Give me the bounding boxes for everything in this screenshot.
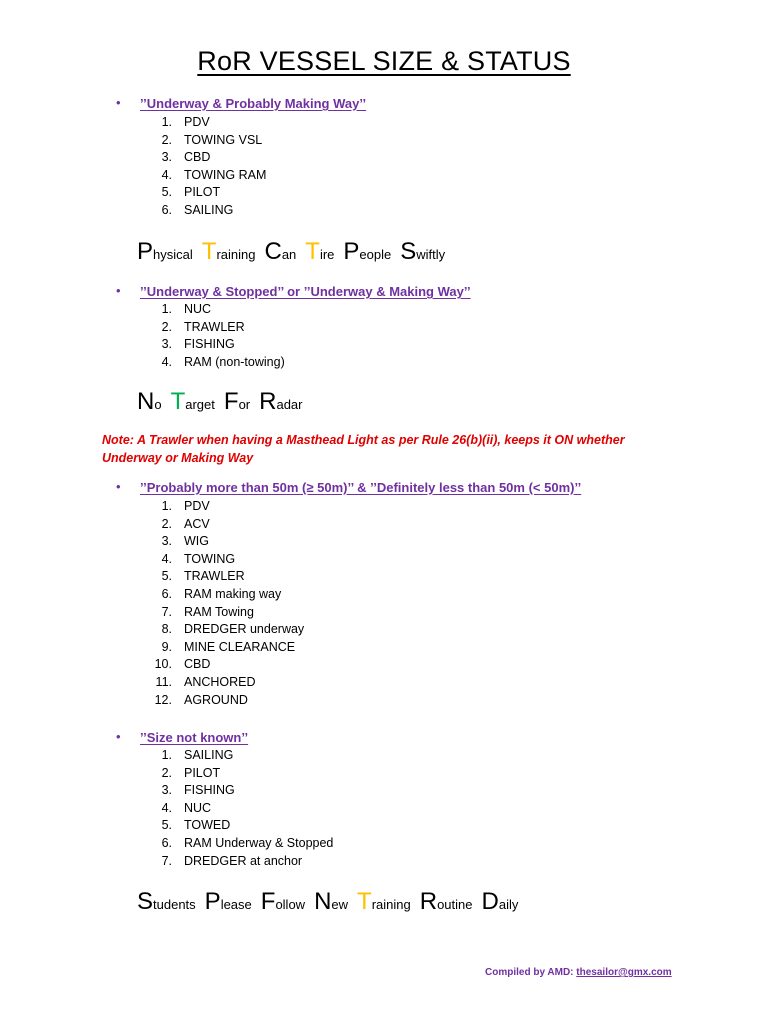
section-heading: ’’Underway & Stopped’’ or ’’Underway & Making Way’’ xyxy=(140,284,471,299)
list-item-text: RAM Underway & Stopped xyxy=(184,835,334,850)
bullet-icon: • xyxy=(116,479,121,494)
list-item-text: TRAWLER xyxy=(184,569,245,584)
list-item-text: CBD xyxy=(184,657,211,672)
list-item-number: 1. xyxy=(161,499,172,513)
mnemonic-initial: T xyxy=(201,238,217,265)
list-item-text: DREDGER underway xyxy=(184,622,305,637)
mnemonic-2 xyxy=(137,390,312,414)
mnemonic-word xyxy=(481,888,519,915)
list-item-text: TOWING VSL xyxy=(184,132,263,147)
mnemonic-rest: adar xyxy=(276,397,303,412)
mnemonic-initial: F xyxy=(223,388,239,415)
list-item-number: 3. xyxy=(161,337,172,352)
list-item-number: 5. xyxy=(161,185,172,200)
mnemonic-word xyxy=(137,238,193,265)
mnemonic-initial: D xyxy=(481,888,499,915)
list-item-number: 2. xyxy=(161,765,172,780)
mnemonic-initial: S xyxy=(137,888,154,915)
list-item-text: FISHING xyxy=(184,783,235,798)
list-item-number: 6. xyxy=(161,586,172,601)
list-item-number: 7. xyxy=(161,853,172,868)
mnemonic-rest: an xyxy=(281,247,297,262)
mnemonic-rest: arget xyxy=(185,397,215,412)
list-item-text: PDV xyxy=(184,499,210,513)
list-item-number: 6. xyxy=(161,202,172,217)
list-item-number: 5. xyxy=(161,569,172,584)
list-item-text: SAILING xyxy=(184,748,234,762)
page-title-text: RoR VESSEL SIZE & STATUS xyxy=(197,46,571,76)
list-item-number: 2. xyxy=(161,319,172,334)
mnemonic-word xyxy=(204,888,252,915)
list-item-number: 1. xyxy=(161,115,172,129)
mnemonic-word xyxy=(314,888,349,915)
list-item-text: WIG xyxy=(184,534,209,549)
section-heading: ’’Underway & Probably Making Way’’ xyxy=(140,96,367,111)
mnemonic-rest: eople xyxy=(359,247,392,262)
list-item-text: RAM making way xyxy=(184,586,282,601)
mnemonic-word xyxy=(137,388,162,415)
list-item-number: 2. xyxy=(161,132,172,147)
mnemonic-initial: T xyxy=(170,388,186,415)
mnemonic-initial: N xyxy=(314,888,332,915)
mnemonic-word xyxy=(170,388,215,415)
list-item-number: 10. xyxy=(154,657,172,672)
list-item-text: SAILING xyxy=(184,202,234,217)
list-item-number: 9. xyxy=(161,639,172,654)
list-item-number: 8. xyxy=(161,622,172,637)
section-heading: ’’Size not known’’ xyxy=(140,730,249,745)
mnemonic-word xyxy=(223,388,251,415)
mnemonic-rest: o xyxy=(154,397,162,412)
list-item-number: 12. xyxy=(154,692,172,707)
mnemonic-initial: C xyxy=(264,238,282,265)
list-item-text: PILOT xyxy=(184,765,221,780)
list-item-number: 1. xyxy=(161,748,172,762)
list-item-text: CBD xyxy=(184,150,211,165)
mnemonic-rest: or xyxy=(238,397,251,412)
mnemonic-rest: outine xyxy=(437,897,473,912)
list-item-text: TRAWLER xyxy=(184,319,245,334)
list-item-text: NUC xyxy=(184,302,212,316)
mnemonic-initial: T xyxy=(357,888,372,915)
mnemonic-word xyxy=(400,238,446,265)
list-item-text: TOWING RAM xyxy=(184,167,267,182)
mnemonic-initial: P xyxy=(137,238,154,265)
list-item-text: NUC xyxy=(184,800,212,815)
mnemonic-word xyxy=(357,888,411,915)
mnemonic-rest: hysical xyxy=(153,247,193,262)
mnemonic-1 xyxy=(137,240,454,264)
mnemonic-word xyxy=(419,888,473,915)
mnemonic-initial: R xyxy=(419,888,438,915)
mnemonic-initial: F xyxy=(260,888,276,915)
list-item-text: MINE CLEARANCE xyxy=(184,639,296,654)
list-item-number: 4. xyxy=(161,800,172,815)
mnemonic-word xyxy=(201,238,256,265)
mnemonic-rest: raining xyxy=(216,247,256,262)
mnemonic-initial: P xyxy=(204,888,221,915)
mnemonic-initial: N xyxy=(137,388,155,415)
mnemonic-3 xyxy=(137,890,527,914)
list-item-text: TOWING xyxy=(184,551,236,566)
mnemonic-rest: ollow xyxy=(275,897,306,912)
mnemonic-rest: ire xyxy=(319,247,335,262)
mnemonic-rest: ew xyxy=(331,897,349,912)
mnemonic-rest: wiftly xyxy=(416,247,446,262)
mnemonic-word xyxy=(305,238,335,265)
bullet-icon: • xyxy=(116,95,121,110)
mnemonic-word xyxy=(343,238,392,265)
footer-email-link[interactable]: thesailor@gmx.com xyxy=(576,967,672,978)
list-item-text: DREDGER at anchor xyxy=(184,853,303,868)
list-item-text: FISHING xyxy=(184,337,235,352)
mnemonic-word xyxy=(259,388,303,415)
footer-label: Compiled by AMD: xyxy=(485,967,574,978)
mnemonic-rest: raining xyxy=(371,897,411,912)
list-item-number: 4. xyxy=(161,167,172,182)
list-item-number: 3. xyxy=(161,150,172,165)
list-item-number: 5. xyxy=(161,818,172,833)
list-item-text: PILOT xyxy=(184,185,221,200)
list-item-text: ANCHORED xyxy=(184,674,256,689)
footer-credit xyxy=(485,967,672,978)
section-heading: ’’Probably more than 50m (≥ 50m)’’ & ’’Definitely less than 50m (< 50m)’’ xyxy=(140,480,582,495)
list-item-number: 2. xyxy=(161,516,172,531)
list-item-number: 7. xyxy=(161,604,172,619)
mnemonic-word xyxy=(137,888,196,915)
list-item-number: 11. xyxy=(155,674,172,689)
mnemonic-initial: S xyxy=(400,238,417,265)
list-item-text: RAM (non-towing) xyxy=(184,354,285,369)
bullet-icon: • xyxy=(116,283,121,298)
list-item-text: RAM Towing xyxy=(184,604,254,619)
list-item-number: 1. xyxy=(161,302,172,316)
list-item-text: TOWED xyxy=(184,818,231,833)
list-item-number: 3. xyxy=(161,783,172,798)
mnemonic-rest: aily xyxy=(498,897,519,912)
mnemonic-initial: P xyxy=(343,238,360,265)
list-item-text: ACV xyxy=(184,516,210,531)
bullet-icon: • xyxy=(116,729,121,744)
mnemonic-initial: R xyxy=(259,388,277,415)
list-item-number: 6. xyxy=(161,835,172,850)
list-item-text: AGROUND xyxy=(184,692,248,707)
list-item-number: 4. xyxy=(161,354,172,369)
list-item-number: 3. xyxy=(161,534,172,549)
trawler-note: Note: A Trawler when having a Masthead Light as per Rule 26(b)(ii), keeps it ON whether Underway or Making Way xyxy=(102,433,625,465)
list-item-number: 4. xyxy=(161,551,172,566)
list-item-text: PDV xyxy=(184,115,210,129)
mnemonic-word xyxy=(264,238,297,265)
mnemonic-rest: tudents xyxy=(153,897,196,912)
page-title xyxy=(0,46,768,77)
mnemonic-word xyxy=(260,888,306,915)
mnemonic-rest: lease xyxy=(220,897,252,912)
mnemonic-initial: T xyxy=(305,238,320,265)
